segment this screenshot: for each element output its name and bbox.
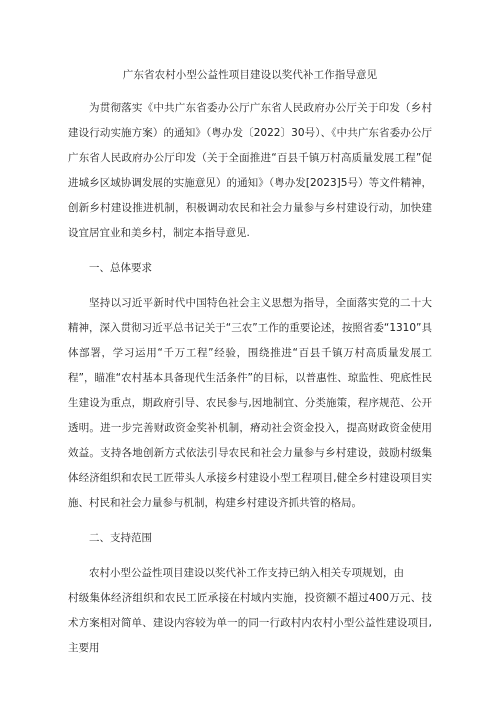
intro-paragraph: 为贯彻落实《中共广东省委办公厅广东省人民政府办公厅关于印发（乡村建设行动实施方案）的通知》（粤办发〔2022〕30号）、《中共广东省委办公厅广东省人民政府办公厅印发（关于全面推进“百县千镇万村高质量发展工程”促进城乡区域协调发展的实施意见）的通知》（粤办发[2023]5号）等文件精神，创新乡村建设推进机制，积极调动农民和社会力量参与乡村建设行动，加快建设宜居宜业和美乡村，制定本指导意见. — [68, 102, 432, 239]
document-title: 广东省农村小型公益性项目建设以奖代补工作指导意见 — [122, 69, 378, 81]
section-1-paragraph: 坚持以习近平新时代中国特色社会主义思想为指导，全面落实党的二十大精神，深入贯彻习近平总书记关于“三农”工作的重要论述，按照省委“1310”具体部署，学习运用“千万工程”经验，围绕推进“百县千镇万村高质量发展工程”，瞄准“农村基本具备现代生活条件”的目标，以普惠性、琼监性、兜底性民生建设为重点，期政府引导、农民参与,因地制宜、分类施策，程序规范、公开透明。进一步完善财政资金奖补机制，瘠动社会资金投入，提高财政资金使用效益。支持各地创新方式依法引导农民和社会力量参与乡村建设，鼓励村级集体经济组织和农民工匠带头人承接乡村建设小型工程项目,健全乡村建设项目实施、村民和社会力量参与机制，构建乡村建设齐抓共管的格局。 — [68, 297, 432, 509]
section-2-first-line: 农村小型公益性项目建设以奖代补工作支持已纳入相关专项规划，由 — [89, 567, 404, 579]
section-1-heading: 一、总体要求 — [89, 262, 152, 274]
section-2-heading: 二、支持范围 — [89, 532, 152, 544]
section-2-paragraph: 村级集体经济组织和农民工匠承接在村域内实施，投资额不超过400万元、技术方案相对简单、建设内容较为单一的同一行政村内农村小型公益性建设项目,主要用 — [68, 592, 432, 654]
